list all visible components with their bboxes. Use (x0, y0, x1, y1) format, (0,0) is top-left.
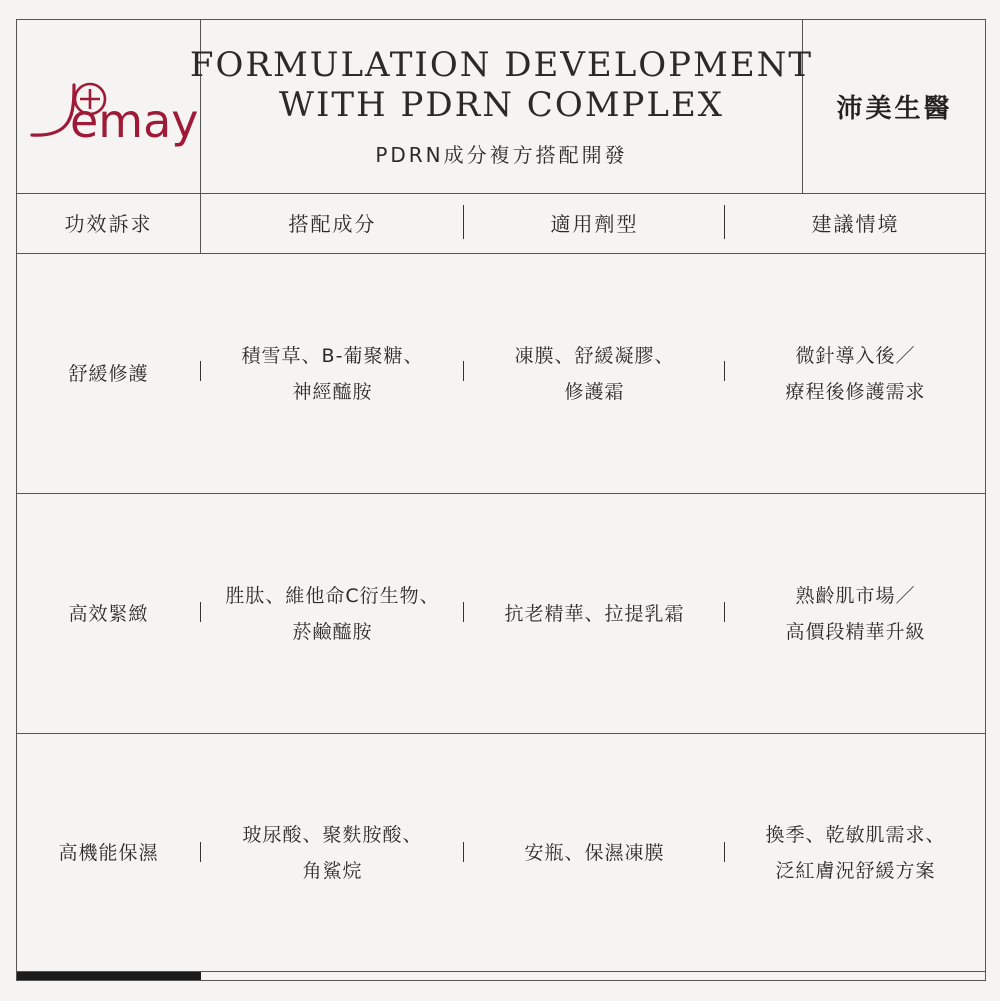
row-1-ingredients: 積雪草、B-葡聚糖、 神經醯胺 (241, 344, 424, 403)
row-1-formulation: 凍膜、舒緩凝膠、 修護霜 (514, 344, 675, 403)
header-formulation: 適用劑型 (550, 211, 639, 236)
header-scenario: 建議情境 (811, 211, 900, 236)
row-3-claim: 高機能保濕 (58, 841, 159, 864)
header-claim: 功效訴求 (64, 211, 153, 236)
footer-accent-bar (17, 972, 201, 980)
row-2-ingredients: 胜肽、維他命C衍生物、 菸鹼醯胺 (225, 584, 440, 643)
title-block (189, 19, 814, 193)
page-subtitle: PDRN成分複方搭配開發 (375, 142, 628, 167)
brand-logo (16, 19, 201, 193)
brand-name-cn: 沛美生醫 (836, 93, 953, 124)
title-line-1: FORMULATION DEVELOPMENT (189, 44, 814, 85)
row-3-ingredients: 玻尿酸、聚麩胺酸、 角鯊烷 (242, 823, 423, 882)
logo-text: emay (70, 94, 199, 148)
title-line-2: WITH PDRN COMPLEX (279, 84, 724, 125)
row-1-scenario: 微針導入後／ 療程後修護需求 (785, 344, 926, 403)
header-ingredients: 搭配成分 (288, 211, 377, 236)
row-1-claim: 舒緩修護 (68, 362, 149, 385)
row-2-scenario: 熟齡肌市場／ 高價段精華升級 (785, 584, 926, 643)
row-3-scenario: 換季、乾敏肌需求、 泛紅膚況舒緩方案 (765, 823, 946, 882)
row-3-formulation: 安瓶、保濕凍膜 (524, 841, 665, 864)
row-2-claim: 高效緊緻 (68, 602, 149, 625)
row-2-formulation: 抗老精華、拉提乳霜 (504, 602, 685, 625)
